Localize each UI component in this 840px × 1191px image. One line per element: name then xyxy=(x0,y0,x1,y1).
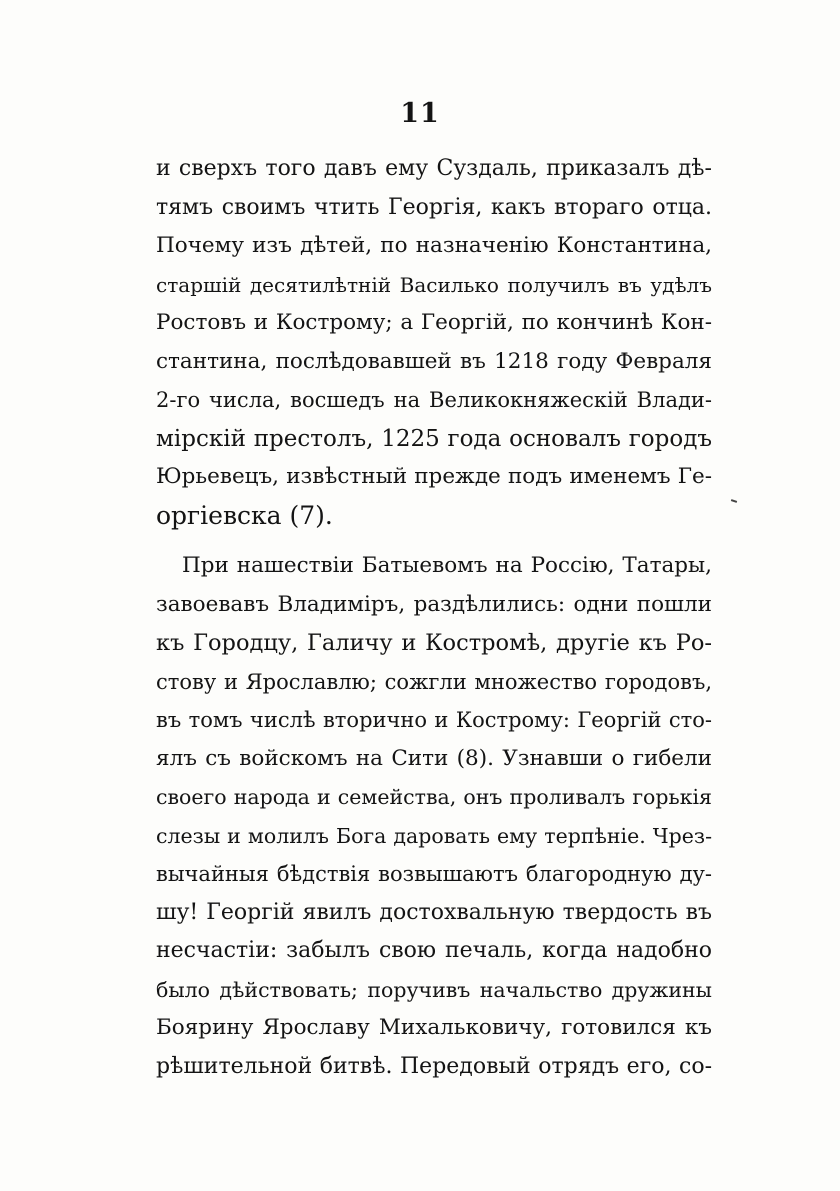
text-line: вычайныя бѣдствія возвышаютъ благородную ду- xyxy=(156,862,712,886)
text-line: стантина, послѣдовавшей въ 1218 году Февраля xyxy=(156,348,712,374)
page-number: 11 xyxy=(400,98,440,129)
text-line: къ Городцу, Галичу и Костромѣ, другіе къ Ро- xyxy=(156,630,712,656)
text-line: Боярину Ярославу Михальковичу, готовился къ xyxy=(156,1015,712,1040)
text-line: и сверхъ того давъ ему Суздаль, приказалъ дѣ- xyxy=(156,156,712,181)
text-line: завоевавъ Владиміръ, раздѣлились: одни пошли xyxy=(156,591,712,617)
text-line: несчастіи: забылъ свою печаль, когда надобно xyxy=(156,938,712,963)
text-line: въ томъ числѣ вторично и Кострому: Георгій сто- xyxy=(156,708,712,732)
text-line: стову и Ярославлю; сожгли множество городовъ, xyxy=(156,669,712,694)
text-line: слезы и молилъ Бога даровать ему терпѣніе. Чрез- xyxy=(156,823,712,848)
ink-speck xyxy=(731,499,737,503)
text-line: мірскій престолъ, 1225 года основалъ городъ xyxy=(156,425,712,452)
text-line: тямъ своимъ чтить Георгія, какъ втораго отца. xyxy=(156,194,712,220)
text-line: шу! Георгій явилъ достохвальную твердость въ xyxy=(156,899,712,925)
text-line: своего народа и семейства, онъ проливалъ горькія xyxy=(156,785,712,809)
text-line: Ростовъ и Кострому; а Георгій, по кончинѣ Кон- xyxy=(156,310,712,335)
text-line: При нашествіи Батыевомъ на Россію, Татары, xyxy=(182,553,712,578)
text-line: оргіевска (7). xyxy=(156,500,333,530)
text-line: 2-го числа, восшедъ на Великокняжескій Влади- xyxy=(156,388,712,412)
text-line: старшій десятилѣтній Василько получилъ въ удѣлъ xyxy=(156,272,712,297)
paragraph-spacer xyxy=(156,535,712,547)
text-line: рѣшительной битвѣ. Передовый отрядъ его, со- xyxy=(156,1053,712,1079)
text-line: Почему изъ дѣтей, по назначенію Константина, xyxy=(156,233,712,258)
paragraph-1 xyxy=(156,150,712,535)
text-line: Юрьевецъ, извѣстный прежде подъ именемъ Ге- xyxy=(156,464,712,489)
text-line: было дѣйствовать; поручивъ начальство дружины xyxy=(156,977,712,1002)
text-line: ялъ съ войскомъ на Сити (8). Узнавши о гибели xyxy=(156,745,712,771)
body-text xyxy=(156,150,712,1086)
paragraph-2 xyxy=(156,547,712,1086)
